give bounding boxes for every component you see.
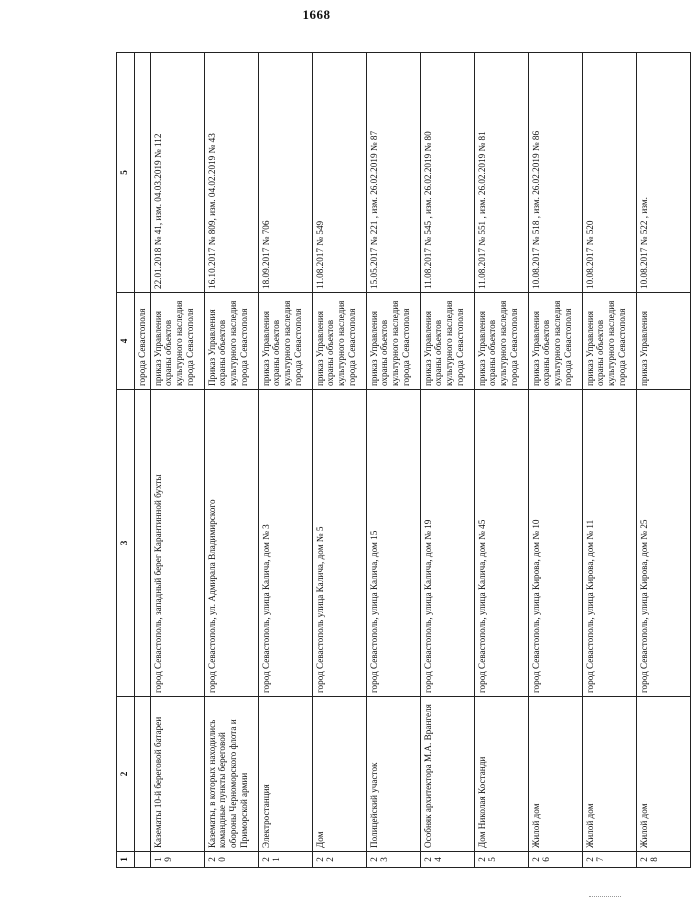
carryover-row <box>135 53 151 868</box>
heritage-registry-table <box>116 52 691 868</box>
basis-document: приказ Управления охраны объектов культурного наследия города Севастополя <box>528 293 582 390</box>
carryover-cell <box>135 53 151 293</box>
object-name: Электростанция <box>258 697 312 852</box>
basis-document: приказ Управления охраны объектов культурного наследия города Севастополя <box>150 293 204 390</box>
table-row <box>420 53 474 868</box>
order-reference: 10.08.2017 № 522 , изм. <box>636 53 690 293</box>
table-row <box>312 53 366 868</box>
carryover-cell: города Севастополя <box>135 293 151 390</box>
row-number: 27 <box>582 852 636 868</box>
object-name: Особняк архитектора М.А. Врангеля <box>420 697 474 852</box>
basis-document: приказ Управления охраны объектов культурного наследия города Севастополя <box>420 293 474 390</box>
carryover-cell <box>135 390 151 697</box>
column-number: 1 <box>117 852 135 868</box>
table-row <box>204 53 258 868</box>
carryover-cell <box>135 852 151 868</box>
order-reference: 22.01.2018 № 41, изм. 04.03.2019 № 112 <box>150 53 204 293</box>
basis-document: приказ Управления <box>636 293 690 390</box>
order-reference: 10.08.2017 № 520 <box>582 53 636 293</box>
order-reference: 16.10.2017 № 809, изм. 04.02.2019 № 43 <box>204 53 258 293</box>
object-address: город Севастополь, улица Кирова, дом № 11 <box>582 390 636 697</box>
table-row <box>636 53 690 868</box>
row-number: 22 <box>312 852 366 868</box>
object-address: город Севастополь улица Калича, дом № 5 <box>312 390 366 697</box>
table-row <box>528 53 582 868</box>
basis-document: приказ Управления охраны объектов культурного наследия города Севастополя <box>474 293 528 390</box>
column-number: 4 <box>117 293 135 390</box>
order-reference: 18.09.2017 № 706 <box>258 53 312 293</box>
row-number: 28 <box>636 852 690 868</box>
footer-dotted-line <box>589 896 621 897</box>
basis-document: приказ Управления охраны объектов культурного наследия города Севастополя <box>258 293 312 390</box>
basis-document: приказ Управления охраны объектов культурного наследия города Севастополя <box>582 293 636 390</box>
object-name: Полицейский участок <box>366 697 420 852</box>
order-reference: 11.08.2017 № 549 <box>312 53 366 293</box>
column-number: 5 <box>117 53 135 293</box>
row-number: 20 <box>204 852 258 868</box>
object-name: Дом <box>312 697 366 852</box>
object-address: город Севастополь, улица Кирова, дом № 25 <box>636 390 690 697</box>
object-name: Жилой дом <box>528 697 582 852</box>
row-number: 19 <box>150 852 204 868</box>
row-number: 21 <box>258 852 312 868</box>
table-row <box>366 53 420 868</box>
row-number: 24 <box>420 852 474 868</box>
order-reference: 10.08.2017 № 518 , изм. 26.02.2019 № 86 <box>528 53 582 293</box>
object-address: город Севастополь, ул. Адмирала Владимирского <box>204 390 258 697</box>
table-row <box>582 53 636 868</box>
basis-document: приказ Управления охраны объектов культурного наследия города Севастополя <box>312 293 366 390</box>
row-number: 26 <box>528 852 582 868</box>
row-number: 25 <box>474 852 528 868</box>
object-address: город Севастополь, улица Калича, дом № 3 <box>258 390 312 697</box>
column-number: 2 <box>117 697 135 852</box>
table-row <box>150 53 204 868</box>
basis-document: приказ Управления охраны объектов культурного наследия города Севастополя <box>366 293 420 390</box>
column-number: 3 <box>117 390 135 697</box>
column-number-header <box>117 53 135 868</box>
object-address: город Севастополь, улица Калича, дом 15 <box>366 390 420 697</box>
order-reference: 11.08.2017 № 545 , изм. 26.02.2019 № 80 <box>420 53 474 293</box>
object-address: город Севастополь, западный берег Карантинной бухты <box>150 390 204 697</box>
table-row <box>474 53 528 868</box>
carryover-cell <box>135 697 151 852</box>
basis-document: Приказ Управления охраны объектов культурного наследия города Севастополя <box>204 293 258 390</box>
row-number: 23 <box>366 852 420 868</box>
object-address: город Севастополь, улица Калича, дом № 45 <box>474 390 528 697</box>
object-name: Жилой дом <box>636 697 690 852</box>
page-number: 1668 <box>302 7 331 22</box>
object-name: Жилой дом <box>582 697 636 852</box>
order-reference: 15.05.2017 № 221 , изм. 26.02.2019 № 87 <box>366 53 420 293</box>
table-row <box>258 53 312 868</box>
object-address: город Севастополь, улица Кирова, дом № 10 <box>528 390 582 697</box>
object-address: город Севастополь, улица Калича, дом № 19 <box>420 390 474 697</box>
object-name: Казематы 10-й береговой батареи <box>150 697 204 852</box>
rotated-table-wrapper <box>116 53 660 868</box>
object-name: Дом Николая Костанди <box>474 697 528 852</box>
order-reference: 11.08.2017 № 551 , изм. 26.02.2019 № 81 <box>474 53 528 293</box>
object-name: Казематы, в которых находились командные пункты береговой обороны Черноморского флота и Приморской армии <box>204 697 258 852</box>
